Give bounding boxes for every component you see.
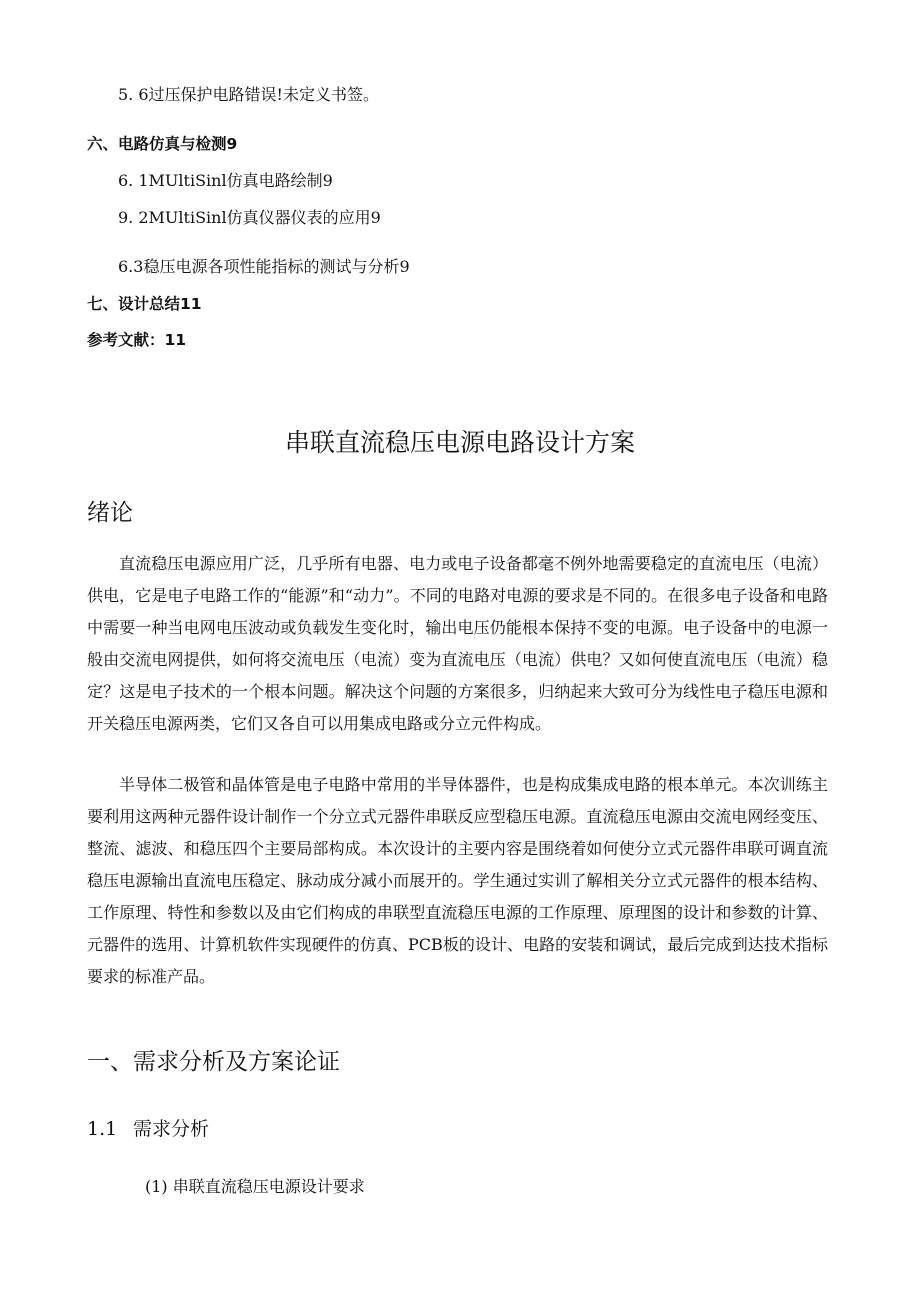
section-1-1-title: 需求分析 [133, 1118, 210, 1140]
toc-references: 参考文献：11 [87, 331, 187, 349]
toc-item-6-2: 9. 2MUltiSinl仿真仪器仪表的应用9 [118, 208, 381, 227]
intro-paragraph-1: 直流稳压电源应用广泛，几乎所有电器、电力或电子设备都毫不例外地需要稳定的直流电压（电流）供电，它是电子电路工作的“能源”和“动力”。不同的电路对电源的要求是不同的。在很多电子设备和电路中需要一种当电网电压波动或负载发生变化时，输出电压仍能根本保持不变的电源。电子设备中的电源一般由交流电网提供，如何将交流电压（电流）变为直流电压（电流）供电？又如何使直流电压（电流）稳定？这是电子技术的一个根本问题。解决这个问题的方案很多，归纳起来大致可分为线性电子稳压电源和开关稳压电源两类，它们又各自可以用集成电路或分立元件构成。 [87, 554, 828, 733]
section-1-1-heading [87, 1116, 209, 1142]
toc-section-6: 六、电路仿真与检测9 [87, 135, 238, 153]
intro-paragraph-2: 半导体二极管和晶体管是电子电路中常用的半导体器件，也是构成集成电路的根本单元。本次训练主要利用这两种元器件设计制作一个分立式元器件串联反应型稳压电源。直流稳压电源由交流电网经变压、整流、滤波、和稳压四个主要局部构成。本次设计的主要内容是围绕着如何使分立式元器件串联可调直流稳压电源输出直流电压稳定、脉动成分减小而展开的。学生通过实训了解相关分立式元器件的根本结构、工作原理、特性和参数以及由它们构成的串联型直流稳压电源的工作原理、原理图的设计和参数的计算、元器件的选用、计算机软件实现硬件的仿真、PCB板的设计、电路的安装和调试，最后完成到达技术指标要求的标准产品。 [87, 775, 828, 986]
document-title: 串联直流稳压电源电路设计方案 [284, 428, 635, 457]
intro-heading: 绪论 [87, 500, 133, 526]
chapter-1-heading: 一、需求分析及方案论证 [87, 1049, 340, 1075]
toc-section-7: 七、设计总结11 [87, 295, 202, 313]
toc-item-6-3: 6.3稳压电源各项性能指标的测试与分析9 [118, 257, 410, 276]
section-1-1-number: 1.1 [87, 1118, 118, 1140]
toc-item-5-6: 5. 6过压保护电路错误!未定义书签。 [118, 85, 379, 104]
toc-item-6-1: 6. 1MUltiSinl仿真电路绘制9 [118, 171, 333, 190]
requirement-item-1: (1) 串联直流稳压电源设计要求 [145, 1177, 365, 1196]
